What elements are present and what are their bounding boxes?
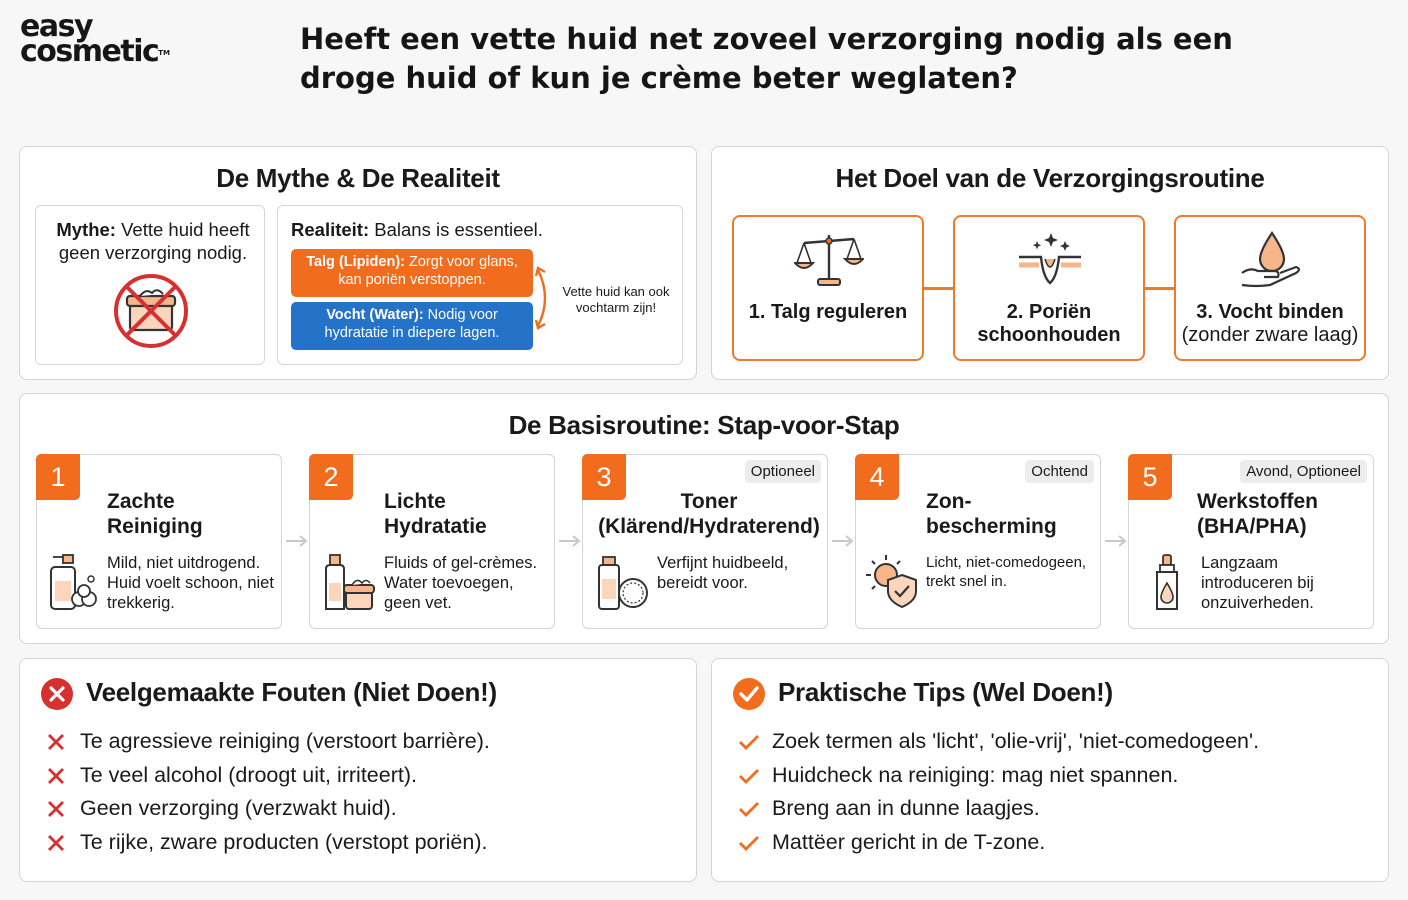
- tips-list: [738, 725, 1259, 859]
- step-arrow-icon: [557, 534, 583, 548]
- logo-line2: cosmetic: [20, 34, 159, 69]
- step-card-5: [1128, 454, 1374, 629]
- water-pill: Vocht (Water): Nodig voor hydratatie in diepere lagen.: [291, 302, 533, 350]
- step-description: Langzaam introduceren bij onzuiverheden.: [1201, 554, 1314, 612]
- balance-scale-icon: [794, 229, 864, 291]
- check-icon: [738, 799, 760, 819]
- goal-label-sebum: 1. Talg reguleren: [748, 301, 908, 323]
- reality-text: Realiteit: Balans is essentieel.: [291, 219, 543, 240]
- list-item: Breng aan in dunne laagjes.: [738, 792, 1259, 826]
- logo-line1: easy: [20, 9, 93, 44]
- myth-card: [35, 205, 265, 365]
- tips-panel: [711, 658, 1389, 882]
- list-item: Te agressieve reiniging (verstoort barrière).: [46, 725, 490, 759]
- cream-jar-icon: [322, 553, 376, 613]
- sebum-pill: Talg (Lipiden): Zorgt voor glans, kan poriën verstoppen.: [291, 249, 533, 297]
- step-description: Fluids of gel-crèmes. Water toevoegen, geen vet.: [384, 554, 538, 612]
- list-item: Zoek termen als 'licht', 'olie-vrij', 'niet-comedogeen'.: [738, 725, 1259, 759]
- step-title: Zachte Reiniging: [107, 490, 203, 538]
- step-description: Mild, niet uitdrogend. Huid voelt schoon, niet trekkerig.: [107, 554, 274, 612]
- check-icon: [738, 732, 760, 752]
- step-description: Verfijnt huidbeeld, bereidt voor.: [657, 554, 789, 592]
- foam-cleanser-icon: [49, 553, 99, 613]
- steps-title: De Basisroutine: Stap-voor-Stap: [508, 410, 900, 440]
- water-drop-hand-icon: [1236, 229, 1306, 291]
- clean-pore-icon: [1015, 229, 1085, 291]
- no-cream-icon: [112, 272, 190, 350]
- step-number: 5: [1128, 454, 1172, 500]
- mistakes-title: Veelgemaakte Fouten (Niet Doen!): [86, 677, 497, 707]
- serum-dropper-icon: [1149, 553, 1189, 613]
- check-circle-icon: [732, 677, 766, 711]
- list-item: Geen verzorging (verzwakt huid).: [46, 792, 490, 826]
- step-badge: Ochtend: [1025, 460, 1094, 483]
- goal-panel: [711, 146, 1389, 380]
- cross-icon: [46, 833, 66, 853]
- list-item: Mattëer gericht in de T-zone.: [738, 826, 1259, 860]
- logo-tm: TM: [158, 49, 171, 57]
- myth-reality-title: De Mythe & De Realiteit: [216, 163, 500, 193]
- cross-icon: [46, 799, 66, 819]
- step-arrow-icon: [284, 534, 310, 548]
- step-badge: Optioneel: [745, 460, 821, 483]
- step-title: Lichte Hydratatie: [384, 490, 487, 538]
- step-arrow-icon: [830, 534, 856, 548]
- goal-connector: [1145, 287, 1174, 290]
- header: [0, 0, 1408, 130]
- step-arrow-icon: [1103, 534, 1129, 548]
- step-card-2: [309, 454, 555, 629]
- check-icon: [738, 766, 760, 786]
- goal-box-moisture: [1174, 215, 1366, 361]
- myth-reality-panel: [19, 146, 697, 380]
- cross-icon: [46, 732, 66, 752]
- step-card-1: [36, 454, 282, 629]
- tips-title: Praktische Tips (Wel Doen!): [778, 677, 1113, 707]
- step-card-3: [582, 454, 828, 629]
- mistakes-panel: [19, 658, 697, 882]
- page-title: Heeft een vette huid net zoveel verzorging nodig als een droge huid of kun je crème beter weglaten?: [300, 22, 1233, 95]
- step-title: Werkstoffen (BHA/PHA): [1197, 490, 1318, 538]
- step-title: Zon- bescherming: [926, 490, 1057, 538]
- error-circle-icon: [40, 677, 74, 711]
- step-number: 2: [309, 454, 353, 500]
- goal-label-moisture: 3. Vocht binden (zonder zware laag): [1181, 301, 1359, 346]
- step-number: 4: [855, 454, 899, 500]
- goal-box-pores: [953, 215, 1145, 361]
- goal-connector: [924, 287, 953, 290]
- mistakes-list: [46, 725, 490, 859]
- step-title: Toner (Klärend/Hydraterend): [598, 490, 820, 538]
- list-item: Te rijke, zware producten (verstopt poriën).: [46, 826, 490, 860]
- goal-title: Het Doel van de Verzorgingsroutine: [835, 163, 1265, 193]
- step-number: 3: [582, 454, 626, 500]
- cross-icon: [46, 766, 66, 786]
- easy-cosmetic-logo[interactable]: [20, 9, 190, 69]
- step-number: 1: [36, 454, 80, 500]
- step-badge: Avond, Optioneel: [1240, 460, 1367, 483]
- step-card-4: [855, 454, 1101, 629]
- toner-bottle-icon: [595, 553, 649, 613]
- list-item: Huidcheck na reiniging: mag niet spannen.: [738, 759, 1259, 793]
- list-item: Te veel alcohol (droogt uit, irriteert).: [46, 759, 490, 793]
- check-icon: [738, 833, 760, 853]
- goal-box-sebum: [732, 215, 924, 361]
- myth-text: Mythe: Vette huid heeft geen verzorging nodig.: [56, 219, 250, 263]
- sun-shield-icon: [864, 553, 920, 609]
- steps-panel: [19, 393, 1389, 644]
- goal-label-pores: 2. Poriën schoonhouden: [977, 301, 1121, 346]
- reality-note: Vette huid kan ook vochtarm zijn!: [562, 284, 670, 315]
- bidirectional-arrow-icon: [534, 264, 556, 332]
- reality-card: [277, 205, 683, 365]
- step-description: Licht, niet-comedogeen, trekt snel in.: [926, 554, 1087, 590]
